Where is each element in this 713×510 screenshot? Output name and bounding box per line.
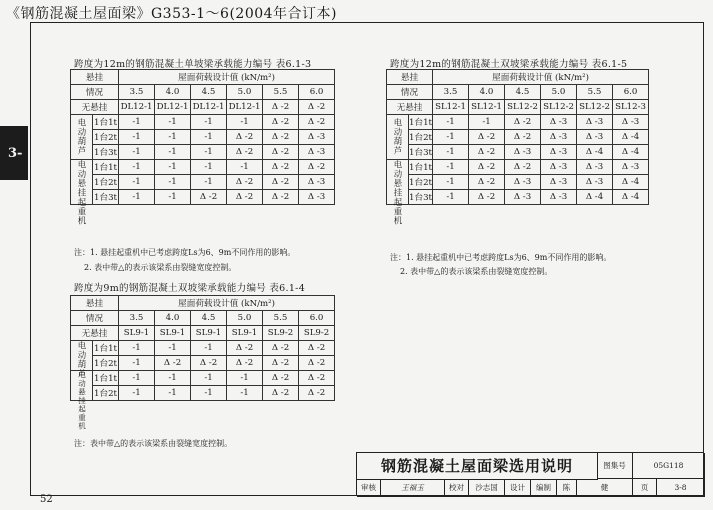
- table_a-value-cell: Δ -2: [299, 115, 335, 130]
- table_c-value-cell: Δ -3: [541, 130, 577, 145]
- table-b-head1: 悬挂: [71, 296, 119, 311]
- table_c-value-cell: SL12-3: [613, 100, 649, 115]
- table_c-value-cell: Δ -2: [505, 130, 541, 145]
- table_c-value-cell: Δ -4: [613, 145, 649, 160]
- document-header: 《钢筋混凝土屋面梁》G353-1～6(2004年合订本): [6, 6, 338, 22]
- table_a-load-value: 4.5: [191, 85, 227, 100]
- table_b-value-cell: Δ -2: [191, 356, 227, 371]
- table_b-sub-label: 1台1t: [93, 341, 119, 356]
- table_c-value-cell: Δ -3: [541, 175, 577, 190]
- table_b-value-cell: -1: [227, 371, 263, 386]
- table_a-value-cell: DL12-1: [191, 100, 227, 115]
- table_a-sub-label: 1台2t: [93, 175, 119, 190]
- table_b-value-cell: SL9-1: [119, 326, 155, 341]
- table_c-sub-label: 1台3t: [409, 190, 433, 205]
- tb-page-label: 页: [633, 479, 657, 497]
- table_a-value-cell: Δ -2: [263, 160, 299, 175]
- table-c-none-label: 无悬挂: [387, 100, 433, 115]
- table_a-value-cell: Δ -2: [299, 100, 335, 115]
- table_b-value-cell: SL9-1: [191, 326, 227, 341]
- table_b-value-cell: SL9-2: [299, 326, 335, 341]
- table_a-value-cell: -1: [155, 130, 191, 145]
- table_a-value-cell: Δ -3: [299, 130, 335, 145]
- table_b-value-cell: Δ -2: [155, 356, 191, 371]
- tb-compile-label: 编制: [531, 479, 557, 497]
- table-b-group1: 电动葫芦: [71, 341, 93, 371]
- table_c-load-value: 5.5: [577, 85, 613, 100]
- table_b-value-cell: Δ -2: [263, 341, 299, 356]
- table_a-value-cell: DL12-1: [227, 100, 263, 115]
- table_c-value-cell: Δ -3: [505, 175, 541, 190]
- table_c-value-cell: Δ -2: [469, 160, 505, 175]
- table_b-value-cell: -1: [119, 371, 155, 386]
- table_c-value-cell: Δ -3: [613, 115, 649, 130]
- table_c-value-cell: SL12-2: [541, 100, 577, 115]
- table_c-sub-label: 1台1t: [409, 115, 433, 130]
- table_c-value-cell: -1: [433, 145, 469, 160]
- table_a-value-cell: Δ -2: [299, 160, 335, 175]
- table_b-value-cell: Δ -2: [263, 371, 299, 386]
- table_c-value-cell: -1: [433, 160, 469, 175]
- atlas-label: 图集号: [597, 453, 633, 479]
- table_c-value-cell: -1: [469, 115, 505, 130]
- tb-design-label: 设计: [505, 479, 531, 497]
- tb-check-label: 校对: [445, 479, 469, 497]
- table-b: [70, 295, 335, 431]
- table_b-load-value: 6.0: [299, 311, 335, 326]
- table_b-load-value: 5.0: [227, 311, 263, 326]
- table_c-value-cell: Δ -2: [469, 145, 505, 160]
- table_b-sub-label: 1台1t: [93, 371, 119, 386]
- table_a-sub-label: 1台2t: [93, 130, 119, 145]
- tb-check-name: 沙志国: [469, 479, 505, 497]
- table-b-head2: 情况: [71, 311, 119, 326]
- table_b-value-cell: SL9-1: [227, 326, 263, 341]
- chapter-tab: [0, 126, 28, 180]
- table_b-value-cell: -1: [155, 386, 191, 401]
- table_c-value-cell: SL12-1: [469, 100, 505, 115]
- table_a-value-cell: -1: [119, 190, 155, 205]
- table_b-value-cell: Δ -2: [227, 341, 263, 356]
- table_a-value-cell: -1: [155, 160, 191, 175]
- table-b-none-label: 无悬挂: [71, 326, 119, 341]
- table_a-value-cell: Δ -2: [227, 175, 263, 190]
- table_c-value-cell: -1: [433, 130, 469, 145]
- title-block-title: 钢筋混凝土屋面梁选用说明: [357, 453, 598, 480]
- table-c-note-1: 注：1. 悬挂起重机中已考虑跨度Ls为6、9m不同作用的影响。: [390, 253, 612, 262]
- table_b-value-cell: -1: [155, 371, 191, 386]
- table_b-sub-label: 1台2t: [93, 386, 119, 401]
- table_c-value-cell: Δ -3: [541, 145, 577, 160]
- table_a-value-cell: -1: [119, 160, 155, 175]
- table-a-group1: 电动葫芦: [71, 115, 93, 160]
- table_a-load-value: 6.0: [299, 85, 335, 100]
- table_c-sub-label: 1台2t: [409, 130, 433, 145]
- table_c-load-value: 6.0: [613, 85, 649, 100]
- table_a-sub-label: 1台1t: [93, 115, 119, 130]
- table_b-value-cell: Δ -2: [299, 341, 335, 356]
- table_c-value-cell: Δ -4: [577, 190, 613, 205]
- table_a-value-cell: -1: [191, 175, 227, 190]
- table-a-head1: 悬挂: [71, 70, 119, 85]
- table-c-group1: 电动葫芦: [387, 115, 409, 160]
- table_b-value-cell: SL9-2: [263, 326, 299, 341]
- table-c-group2: 电动悬挂起重机: [387, 160, 409, 205]
- table-b-note: 注：表中带△的表示该梁系由裂缝宽度控制。: [74, 439, 233, 448]
- table_b-sub-label: 1台2t: [93, 356, 119, 371]
- table_a-value-cell: -1: [155, 115, 191, 130]
- table_a-value-cell: -1: [119, 130, 155, 145]
- table_a-value-cell: Δ -3: [299, 175, 335, 190]
- chapter-tab-label: 3-: [8, 146, 23, 161]
- table_b-value-cell: -1: [119, 386, 155, 401]
- table-a-load-head: 屋面荷载设计值 (kN/m²): [119, 70, 335, 85]
- table-a: [70, 69, 335, 226]
- table_b-value-cell: -1: [119, 356, 155, 371]
- table_c-value-cell: -1: [433, 190, 469, 205]
- table_b-value-cell: Δ -2: [227, 356, 263, 371]
- table_c-load-value: 5.0: [541, 85, 577, 100]
- table-b-title: 跨度为9m的钢筋混凝土双坡梁承载能力编号 表6.1-4: [74, 283, 306, 294]
- table_a-value-cell: Δ -3: [299, 145, 335, 160]
- table_b-value-cell: Δ -2: [263, 386, 299, 401]
- table_a-value-cell: -1: [227, 115, 263, 130]
- table_c-value-cell: -1: [433, 115, 469, 130]
- table_c-value-cell: Δ -4: [613, 130, 649, 145]
- table-a-none-label: 无悬挂: [71, 100, 119, 115]
- table_c-value-cell: Δ -2: [505, 160, 541, 175]
- table_c-load-value: 4.0: [469, 85, 505, 100]
- table-b-load-head: 屋面荷载设计值 (kN/m²): [119, 296, 335, 311]
- table_a-value-cell: -1: [155, 190, 191, 205]
- table_b-value-cell: -1: [191, 371, 227, 386]
- table_b-value-cell: -1: [155, 341, 191, 356]
- table-c-head2: 情况: [387, 85, 433, 100]
- table_a-value-cell: Δ -2: [263, 100, 299, 115]
- table_b-value-cell: SL9-1: [155, 326, 191, 341]
- table_a-value-cell: -1: [191, 115, 227, 130]
- table_a-value-cell: Δ -2: [191, 190, 227, 205]
- table_c-value-cell: SL12-1: [433, 100, 469, 115]
- table-a-group2: 电动悬挂起重机: [71, 160, 93, 205]
- tb-page-number: 3-8: [657, 479, 705, 497]
- table-c-head1: 悬挂: [387, 70, 433, 85]
- table-b-group2: 电动悬挂起重机: [71, 371, 93, 401]
- table_a-value-cell: -1: [191, 160, 227, 175]
- table_c-value-cell: Δ -4: [613, 175, 649, 190]
- table_a-sub-label: 1台1t: [93, 160, 119, 175]
- table_c-value-cell: Δ -3: [541, 190, 577, 205]
- tb-review-label: 审核: [357, 479, 381, 497]
- table_a-value-cell: Δ -2: [227, 145, 263, 160]
- table_a-value-cell: -1: [191, 130, 227, 145]
- atlas-number: 05G118: [633, 453, 705, 479]
- table_b-value-cell: -1: [227, 386, 263, 401]
- table_c-value-cell: Δ -2: [469, 190, 505, 205]
- table_c-value-cell: Δ -3: [613, 160, 649, 175]
- table_c-value-cell: SL12-2: [505, 100, 541, 115]
- table_b-load-value: 5.5: [263, 311, 299, 326]
- table_a-value-cell: -1: [155, 145, 191, 160]
- table_b-value-cell: -1: [191, 386, 227, 401]
- table_a-load-value: 3.5: [119, 85, 155, 100]
- tb-compile-name2: 健: [577, 479, 633, 497]
- table_c-sub-label: 1台3t: [409, 145, 433, 160]
- table_b-value-cell: -1: [191, 341, 227, 356]
- table_c-value-cell: Δ -4: [613, 190, 649, 205]
- table_b-value-cell: Δ -2: [299, 371, 335, 386]
- table_a-load-value: 5.0: [227, 85, 263, 100]
- table_a-value-cell: Δ -2: [263, 115, 299, 130]
- table_b-load-value: 4.5: [191, 311, 227, 326]
- table_c-value-cell: Δ -3: [577, 160, 613, 175]
- table_c-sub-label: 1台2t: [409, 175, 433, 190]
- table_c-value-cell: -1: [433, 175, 469, 190]
- table_a-value-cell: DL12-1: [155, 100, 191, 115]
- tb-compile-name1: 陈: [557, 479, 577, 497]
- table_c-value-cell: Δ -2: [469, 130, 505, 145]
- table-c-title: 跨度为12m的钢筋混凝土双坡梁承载能力编号 表6.1-5: [390, 59, 628, 70]
- table_c-value-cell: Δ -3: [541, 160, 577, 175]
- table-c-note-2: 2. 表中带△的表示该梁系由裂缝宽度控制。: [400, 267, 553, 276]
- table_a-value-cell: -1: [119, 145, 155, 160]
- table-c: [386, 69, 649, 226]
- table_c-value-cell: Δ -3: [577, 175, 613, 190]
- table_a-value-cell: -1: [155, 175, 191, 190]
- table_b-value-cell: -1: [119, 341, 155, 356]
- table_a-sub-label: 1台3t: [93, 145, 119, 160]
- table_b-load-value: 4.0: [155, 311, 191, 326]
- table_c-value-cell: Δ -3: [577, 115, 613, 130]
- table_c-value-cell: Δ -2: [505, 115, 541, 130]
- table_c-sub-label: 1台1t: [409, 160, 433, 175]
- page-number: 52: [40, 494, 53, 505]
- table_a-value-cell: -1: [227, 160, 263, 175]
- table-a-title: 跨度为12m的钢筋混凝土单坡梁承载能力编号 表6.1-3: [74, 59, 312, 70]
- table_a-value-cell: -1: [119, 115, 155, 130]
- table_c-load-value: 4.5: [505, 85, 541, 100]
- table-a-head2: 情况: [71, 85, 119, 100]
- table_a-value-cell: -1: [191, 145, 227, 160]
- table_c-value-cell: Δ -3: [505, 145, 541, 160]
- table_b-value-cell: Δ -2: [299, 386, 335, 401]
- table_c-value-cell: Δ -2: [469, 175, 505, 190]
- table_a-value-cell: Δ -2: [227, 190, 263, 205]
- table_a-value-cell: -1: [119, 175, 155, 190]
- table_a-sub-label: 1台3t: [93, 190, 119, 205]
- table_a-load-value: 4.0: [155, 85, 191, 100]
- table_c-value-cell: Δ -3: [541, 115, 577, 130]
- table_b-value-cell: Δ -2: [299, 356, 335, 371]
- tb-review-sign: 王福玉: [381, 479, 445, 497]
- table_c-value-cell: Δ -3: [577, 130, 613, 145]
- table_a-value-cell: DL12-1: [119, 100, 155, 115]
- table_a-load-value: 5.5: [263, 85, 299, 100]
- table_a-value-cell: Δ -2: [227, 130, 263, 145]
- table_a-value-cell: Δ -3: [299, 190, 335, 205]
- table_c-value-cell: Δ -3: [505, 190, 541, 205]
- table-a-note-1: 注：1. 悬挂起重机中已考虑跨度Ls为6、9m不同作用的影响。: [74, 248, 296, 257]
- table_a-value-cell: Δ -2: [263, 190, 299, 205]
- table_a-value-cell: Δ -2: [263, 145, 299, 160]
- table_b-load-value: 3.5: [119, 311, 155, 326]
- table_a-value-cell: Δ -2: [263, 175, 299, 190]
- table_a-value-cell: Δ -2: [263, 130, 299, 145]
- table-c-load-head: 屋面荷载设计值 (kN/m²): [433, 70, 649, 85]
- table_b-value-cell: Δ -2: [263, 356, 299, 371]
- table-a-note-2: 2. 表中带△的表示该梁系由裂缝宽度控制。: [84, 263, 237, 272]
- table_c-load-value: 3.5: [433, 85, 469, 100]
- title-block: [356, 452, 704, 496]
- table_c-value-cell: Δ -4: [577, 145, 613, 160]
- table_c-value-cell: SL12-2: [577, 100, 613, 115]
